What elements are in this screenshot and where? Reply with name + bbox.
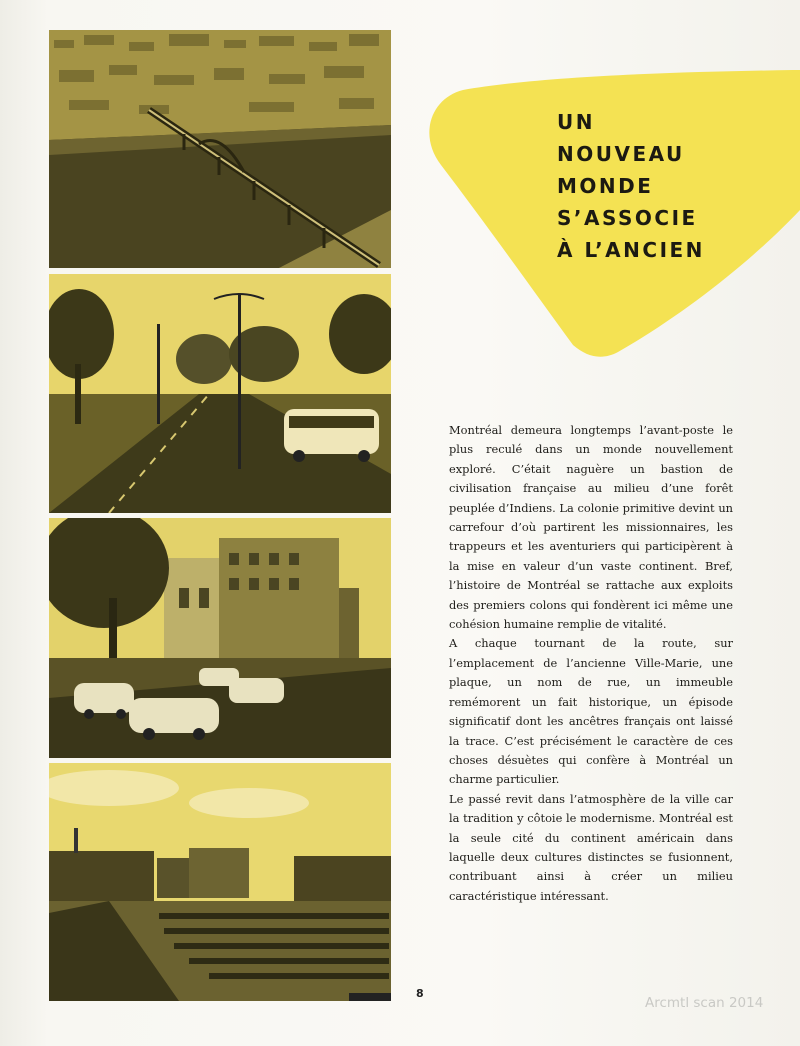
- photo-aerial-bridge: [49, 30, 391, 268]
- paragraph-history: Montréal demeura longtemps l’avant-poste le plus reculé dans un monde nouvellement exploré. C’était naguère un bastion de civilisation française au milieu d’une forêt peuplée d’Indiens. La colonie primitive devint un carrefour d’où partirent les missionnaires, les trappeurs et les aventuriers qui participèrent à la mise en valeur d’un vaste continent. Bref, l’histoire de Montréal se rattache aux exploits des premiers colons qui fondèrent ici même une cohésion humaine remplie de vitalité.: [449, 423, 733, 632]
- photo-buildings-cars: [49, 518, 391, 758]
- headline: [557, 106, 705, 266]
- headline-line-4: S’ASSOCIE: [557, 206, 698, 230]
- headline-line-3: MONDE: [557, 174, 654, 198]
- scan-watermark: Arcmtl scan 2014: [645, 995, 764, 1011]
- headline-line-5: À L’ANCIEN: [557, 238, 705, 262]
- headline-line-1: UN: [557, 110, 595, 134]
- paragraph-ville-marie: A chaque tournant de la route, sur l’emplacement de l’ancienne Ville-Marie, une plaque, un nom de rue, un immeuble remémorent un fait historique, un épisode significatif dont les ancêtres français ont laissé la trace. C’est précisément le caractère de ces choses désuètes qui confère à Montréal un charme particulier.: [449, 636, 733, 787]
- photo-parking-lot: [49, 763, 391, 1001]
- photo-boulevard-bus: [49, 274, 391, 513]
- body-text: [449, 421, 733, 906]
- paragraph-modernism: Le passé revit dans l’atmosphère de la ville car la tradition y côtoie le modernisme. Montréal est la seule cité du continent américain dans laquelle deux cultures distinctes se fusionnent, contribuant ainsi à créer un milieu caractéristique intéressant.: [449, 791, 733, 903]
- headline-line-2: NOUVEAU: [557, 142, 685, 166]
- page-number: 8: [416, 987, 424, 1000]
